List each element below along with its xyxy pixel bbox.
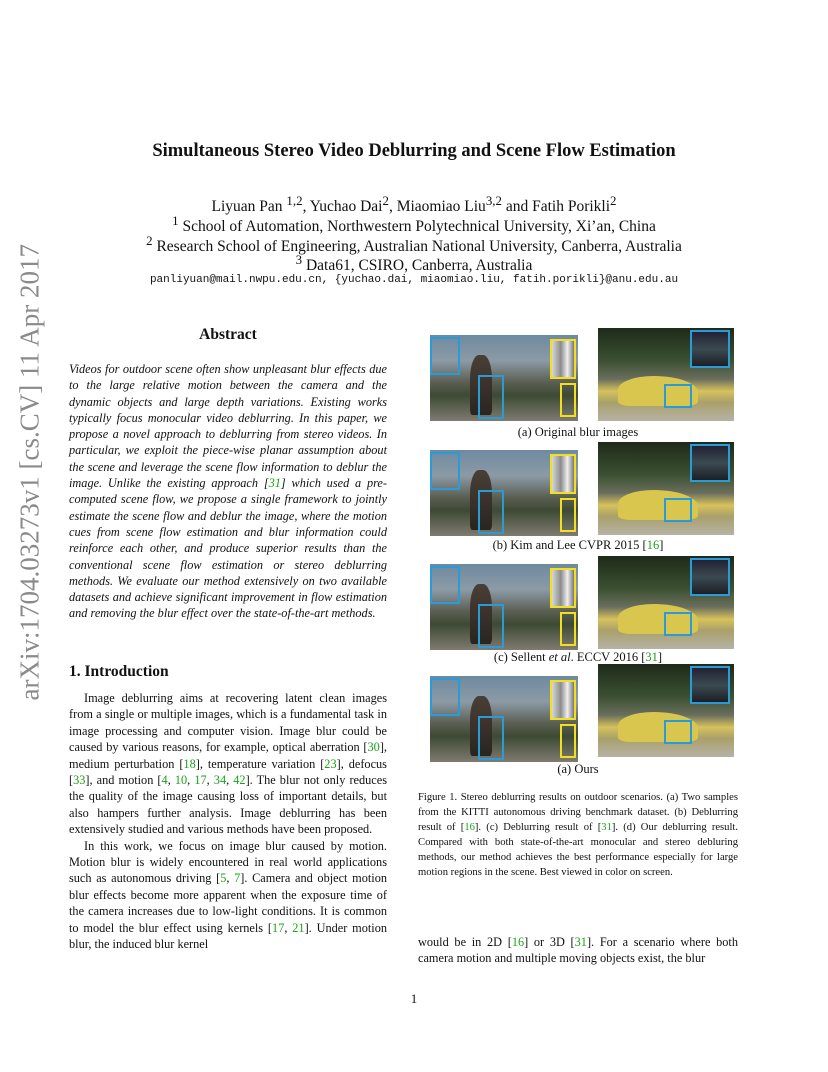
bbox-blue — [478, 375, 504, 419]
page-number: 1 — [410, 991, 418, 1006]
affiliation-2: $^2$ Research School of Engineering, Australian National University, Canberra, Australia — [146, 233, 682, 256]
deblur-image-car-b — [598, 442, 734, 535]
bbox-yellow — [560, 383, 576, 417]
bbox-blue — [478, 716, 504, 760]
bbox-blue — [690, 330, 730, 368]
intro-paragraph-2: In this work, we focus on image blur caused by motion. Motion blur is widely encountered in real world applications such as autonomous driving [5, 7]. Camera and object motion blur effects become more apparent when the exposure time of the camera increases due to low-light conditions. It is common to model the blur effect using kernels [17, 21]. Under motion blur, the induced blur kernel — [69, 838, 387, 952]
blur-image-street-a — [430, 335, 578, 421]
bbox-blue — [664, 384, 692, 408]
intro-heading: 1. Introduction — [69, 663, 169, 680]
bbox-blue — [430, 337, 460, 375]
subcaption-b: (b) Kim and Lee CVPR 2015 [16] — [492, 538, 664, 552]
abstract-heading: Abstract — [199, 326, 257, 343]
deblur-image-car-c — [598, 556, 734, 649]
bbox-blue — [690, 558, 730, 596]
affiliation-3: $^3$ Data61, CSIRO, Canberra, Australia — [295, 252, 533, 275]
bbox-yellow — [560, 724, 576, 758]
right-column-text: would be in 2D [16] or 3D [31]. For a scenario where both camera motion and multiple moving objects exist, the blur — [418, 935, 738, 966]
author-emails: panliyuan@mail.nwpu.edu.cn, {yuchao.dai, miaomiao.liu, fatih.porikli}@anu.edu.au — [149, 274, 679, 286]
affiliation-1: $^1$ School of Automation, Northwestern Polytechnical University, Xi’an, China — [172, 213, 656, 236]
bbox-blue — [664, 498, 692, 522]
bbox-yellow — [550, 568, 576, 608]
deblur-image-car-d — [598, 664, 734, 757]
figure-caption: Figure 1. Stereo deblurring results on outdoor scenarios. (a) Two samples from the KITTI autonomous driving benchmark dataset. (b) Deblurring result of [16]. (c) Deblurring result of [31]. (d) Our deblurring result. Compared with both state-of-the-art monocular and stereo debluring methods, our method achieves the best performance especially for large motion regions in the scene. Best viewed in color on screen. — [418, 792, 739, 878]
deblur-image-street-c — [430, 564, 578, 650]
bbox-blue — [664, 612, 692, 636]
bbox-blue — [430, 566, 460, 604]
bbox-blue — [690, 444, 730, 482]
bbox-yellow — [550, 339, 576, 379]
deblur-image-street-b — [430, 450, 578, 536]
deblur-image-street-d — [430, 676, 578, 762]
intro-text — [69, 690, 387, 953]
subcaption-d: (a) Ours — [557, 762, 599, 776]
abstract-text: Videos for outdoor scene often show unpleasant blur effects due to the large relative motion between the camera and the dynamic objects and large depth variations. Existing works typically focus monocular video deblurring. In this paper, we propose a novel approach to deblurring from stereo videos. In particular, we exploit the piece-wise planar assumption about the scene and leverage the scene flow information to deblur the image. Unlike the existing approach [31] which used a pre-computed scene flow, we propose a single framework to jointly estimate the scene flow and deblur the image, where the motion cues from scene flow estimation and blur information could reinforce each other, and produce superior results than the conventional scene flow estimation or stereo deblurring methods. We evaluate our method extensively on two available datasets and achieve significant improvement in flow estimation and removing the blur effect over the state-of-the-art methods. — [69, 362, 387, 621]
author-list: Liyuan Pan $^{1,2}$, Yuchao Dai$^2$, Miaomiao Liu$^{3,2}$ and Fatih Porikli$^2$ — [211, 193, 617, 216]
bbox-yellow — [550, 454, 576, 494]
intro-paragraph-1: Image deblurring aims at recovering latent clean images from a single or multiple images, which is a fundamental task in image processing and computer vision. Image blur could be caused by various reasons, for example, optical aberration [30], medium perturbation [18], temperature variation [23], defocus [33], and motion [4, 10, 17, 34, 42]. The blur not only reduces the quality of the image causing loss of important details, but also hampers further analysis. Image deblurring has been extensively studied and various methods have been proposed. — [69, 691, 387, 837]
paper-title: Simultaneous Stereo Video Deblurring and Scene Flow Estimation — [152, 141, 676, 161]
bbox-yellow — [560, 612, 576, 646]
bbox-yellow — [560, 498, 576, 532]
subcaption-c: (c) Sellent et al. ECCV 2016 [31] — [493, 650, 663, 664]
bbox-blue — [430, 452, 460, 490]
subcaption-a: (a) Original blur images — [517, 425, 639, 439]
bbox-blue — [478, 604, 504, 648]
bbox-blue — [664, 720, 692, 744]
blur-image-car-a — [598, 328, 734, 421]
bbox-blue — [690, 666, 730, 704]
bbox-blue — [478, 490, 504, 534]
bbox-yellow — [550, 680, 576, 720]
arxiv-stamp: arXiv:1704.03273v1 [cs.CV] 11 Apr 2017 — [14, 244, 45, 701]
bbox-blue — [430, 678, 460, 716]
